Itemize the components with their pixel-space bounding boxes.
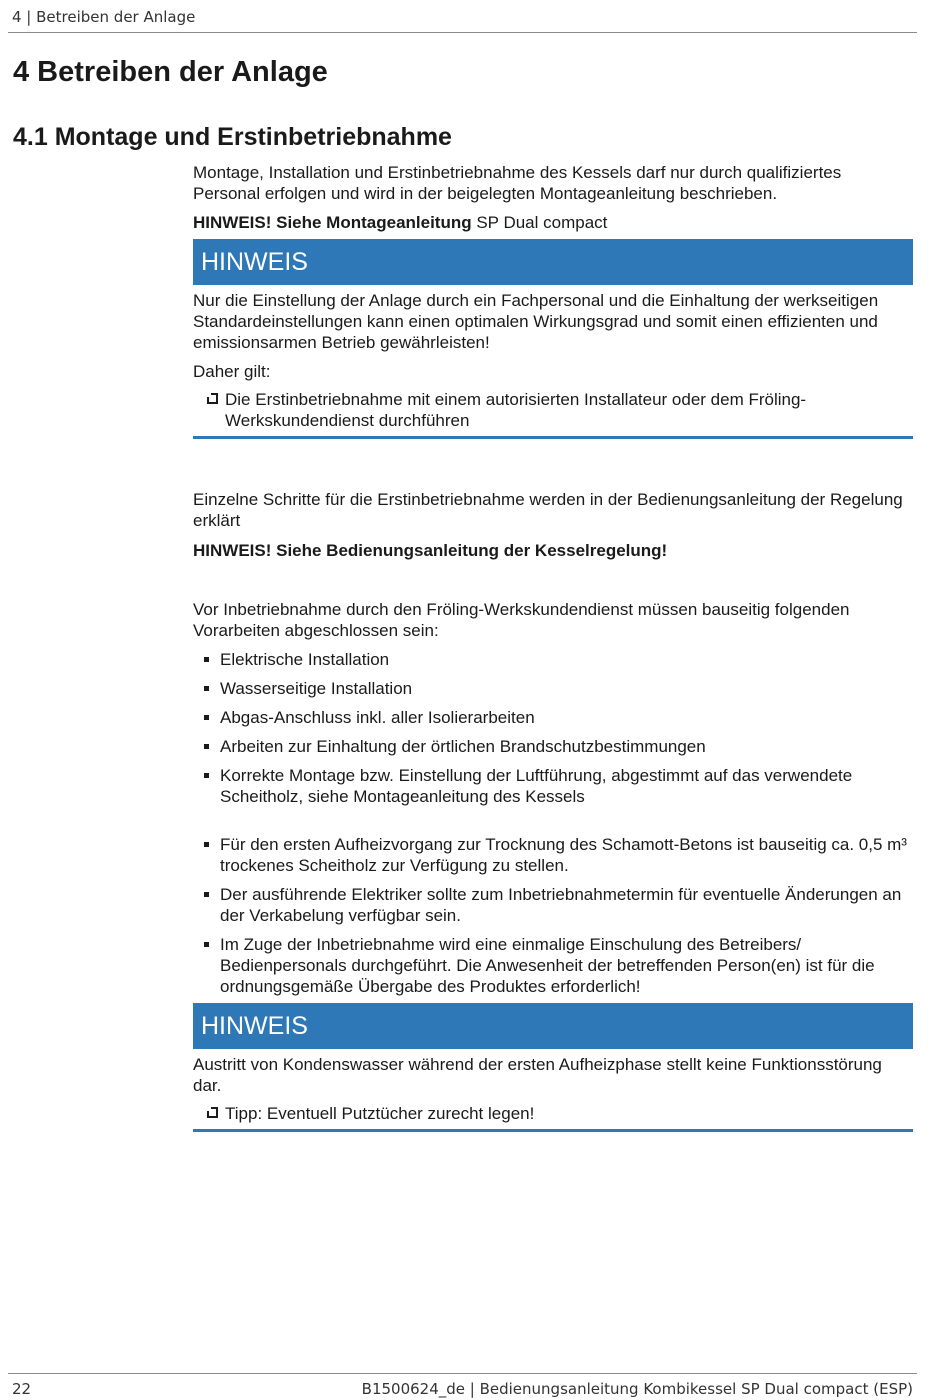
document-info: B1500624_de | Bedienungsanleitung Kombikessel SP Dual compact (ESP) <box>361 1380 913 1398</box>
notice-1-text: Nur die Einstellung der Anlage durch ein Fachpersonal und die Einhaltung der werkseitigen Standardeinstellungen kann einen optimalen Wirkungsgrad und somit einen effizienten und emissionsarmen Betrieb gewährleisten! <box>193 291 879 352</box>
notice-1-item-text: Die Erstinbetriebnahme mit einem autorisierten Installateur oder dem Fröling-Werkskundendienst durchführen <box>225 390 807 430</box>
page-number: 22 <box>12 1380 32 1398</box>
list-item: Elektrische Installation <box>193 649 913 670</box>
notice-box-2 <box>193 1003 913 1132</box>
prework-list-2 <box>193 834 913 997</box>
list-item: Im Zuge der Inbetriebnahme wird eine einmalige Einschulung des Betreibers/ Bedienpersonals durchgeführt. Die Anwesenheit der betreffenden Person(en) ist für die ordnungsgemäße Übergabe des Produktes erforderlich! <box>193 934 913 997</box>
list-item: Der ausführende Elektriker sollte zum Inbetriebnahmetermin für eventuelle Änderungen an der Verkabelung verfügbar sein. <box>193 884 913 926</box>
intro-reference-bold: HINWEIS! Siehe Montageanleitung <box>193 213 472 232</box>
header-rule <box>8 32 917 33</box>
notice-2-text: Austritt von Kondenswasser während der ersten Aufheizphase stellt keine Funktionsstörung dar. <box>193 1055 882 1095</box>
notice-1-body <box>193 285 913 439</box>
notice-2-item <box>193 1103 913 1124</box>
section-title: 4.1 Montage und Erstinbetriebnahme <box>13 123 452 151</box>
running-header: 4 | Betreiben der Anlage <box>12 8 196 26</box>
intro-reference <box>193 212 913 233</box>
prework-list <box>193 649 913 807</box>
notice-1-item <box>193 389 913 431</box>
steps-reference: HINWEIS! Siehe Bedienungsanleitung der Kesselregelung! <box>193 541 668 560</box>
notice-1-lead: Daher gilt: <box>193 362 271 381</box>
list-item: Arbeiten zur Einhaltung der örtlichen Brandschutzbestimmungen <box>193 736 913 757</box>
steps-paragraph: Einzelne Schritte für die Erstinbetriebnahme werden in der Bedienungsanleitung der Regelung erklärt <box>193 490 903 530</box>
intro-reference-rest: SP Dual compact <box>471 213 608 232</box>
list-item: Wasserseitige Installation <box>193 678 913 699</box>
list-item: Korrekte Montage bzw. Einstellung der Luftführung, abgestimmt auf das verwendete Scheitholz, siehe Montageanleitung des Kessels <box>193 765 913 807</box>
notice-2-title: HINWEIS <box>193 1003 913 1049</box>
bullet-icon <box>204 842 209 847</box>
notice-1-title: HINWEIS <box>193 239 913 285</box>
prework-paragraph: Vor Inbetriebnahme durch den Fröling-Werkskundendienst müssen bauseitig folgenden Vorarbeiten abgeschlossen sein: <box>193 600 850 640</box>
footer-rule <box>8 1373 917 1374</box>
intro-paragraph: Montage, Installation und Erstinbetriebnahme des Kessels darf nur durch qualifiziertes Personal erfolgen und wird in der beigelegten Montageanleitung beschrieben. <box>193 163 842 203</box>
bullet-icon <box>204 657 209 662</box>
bullet-icon <box>204 715 209 720</box>
notice-box-1 <box>193 239 913 439</box>
bullet-icon <box>204 744 209 749</box>
section-content <box>193 162 913 1132</box>
checkbox-icon <box>207 393 218 404</box>
bullet-icon <box>204 892 209 897</box>
chapter-title: 4 Betreiben der Anlage <box>13 56 328 88</box>
bullet-icon <box>204 686 209 691</box>
notice-2-item-text: Tipp: Eventuell Putztücher zurecht legen! <box>225 1104 535 1123</box>
list-item: Für den ersten Aufheizvorgang zur Trocknung des Schamott-Betons ist bauseitig ca. 0,5 m³ trockenes Scheitholz zur Verfügung zu stellen. <box>193 834 913 876</box>
bullet-icon <box>204 773 209 778</box>
bullet-icon <box>204 942 209 947</box>
list-item: Abgas-Anschluss inkl. aller Isolierarbeiten <box>193 707 913 728</box>
notice-2-body <box>193 1049 913 1132</box>
checkbox-icon <box>207 1107 218 1118</box>
